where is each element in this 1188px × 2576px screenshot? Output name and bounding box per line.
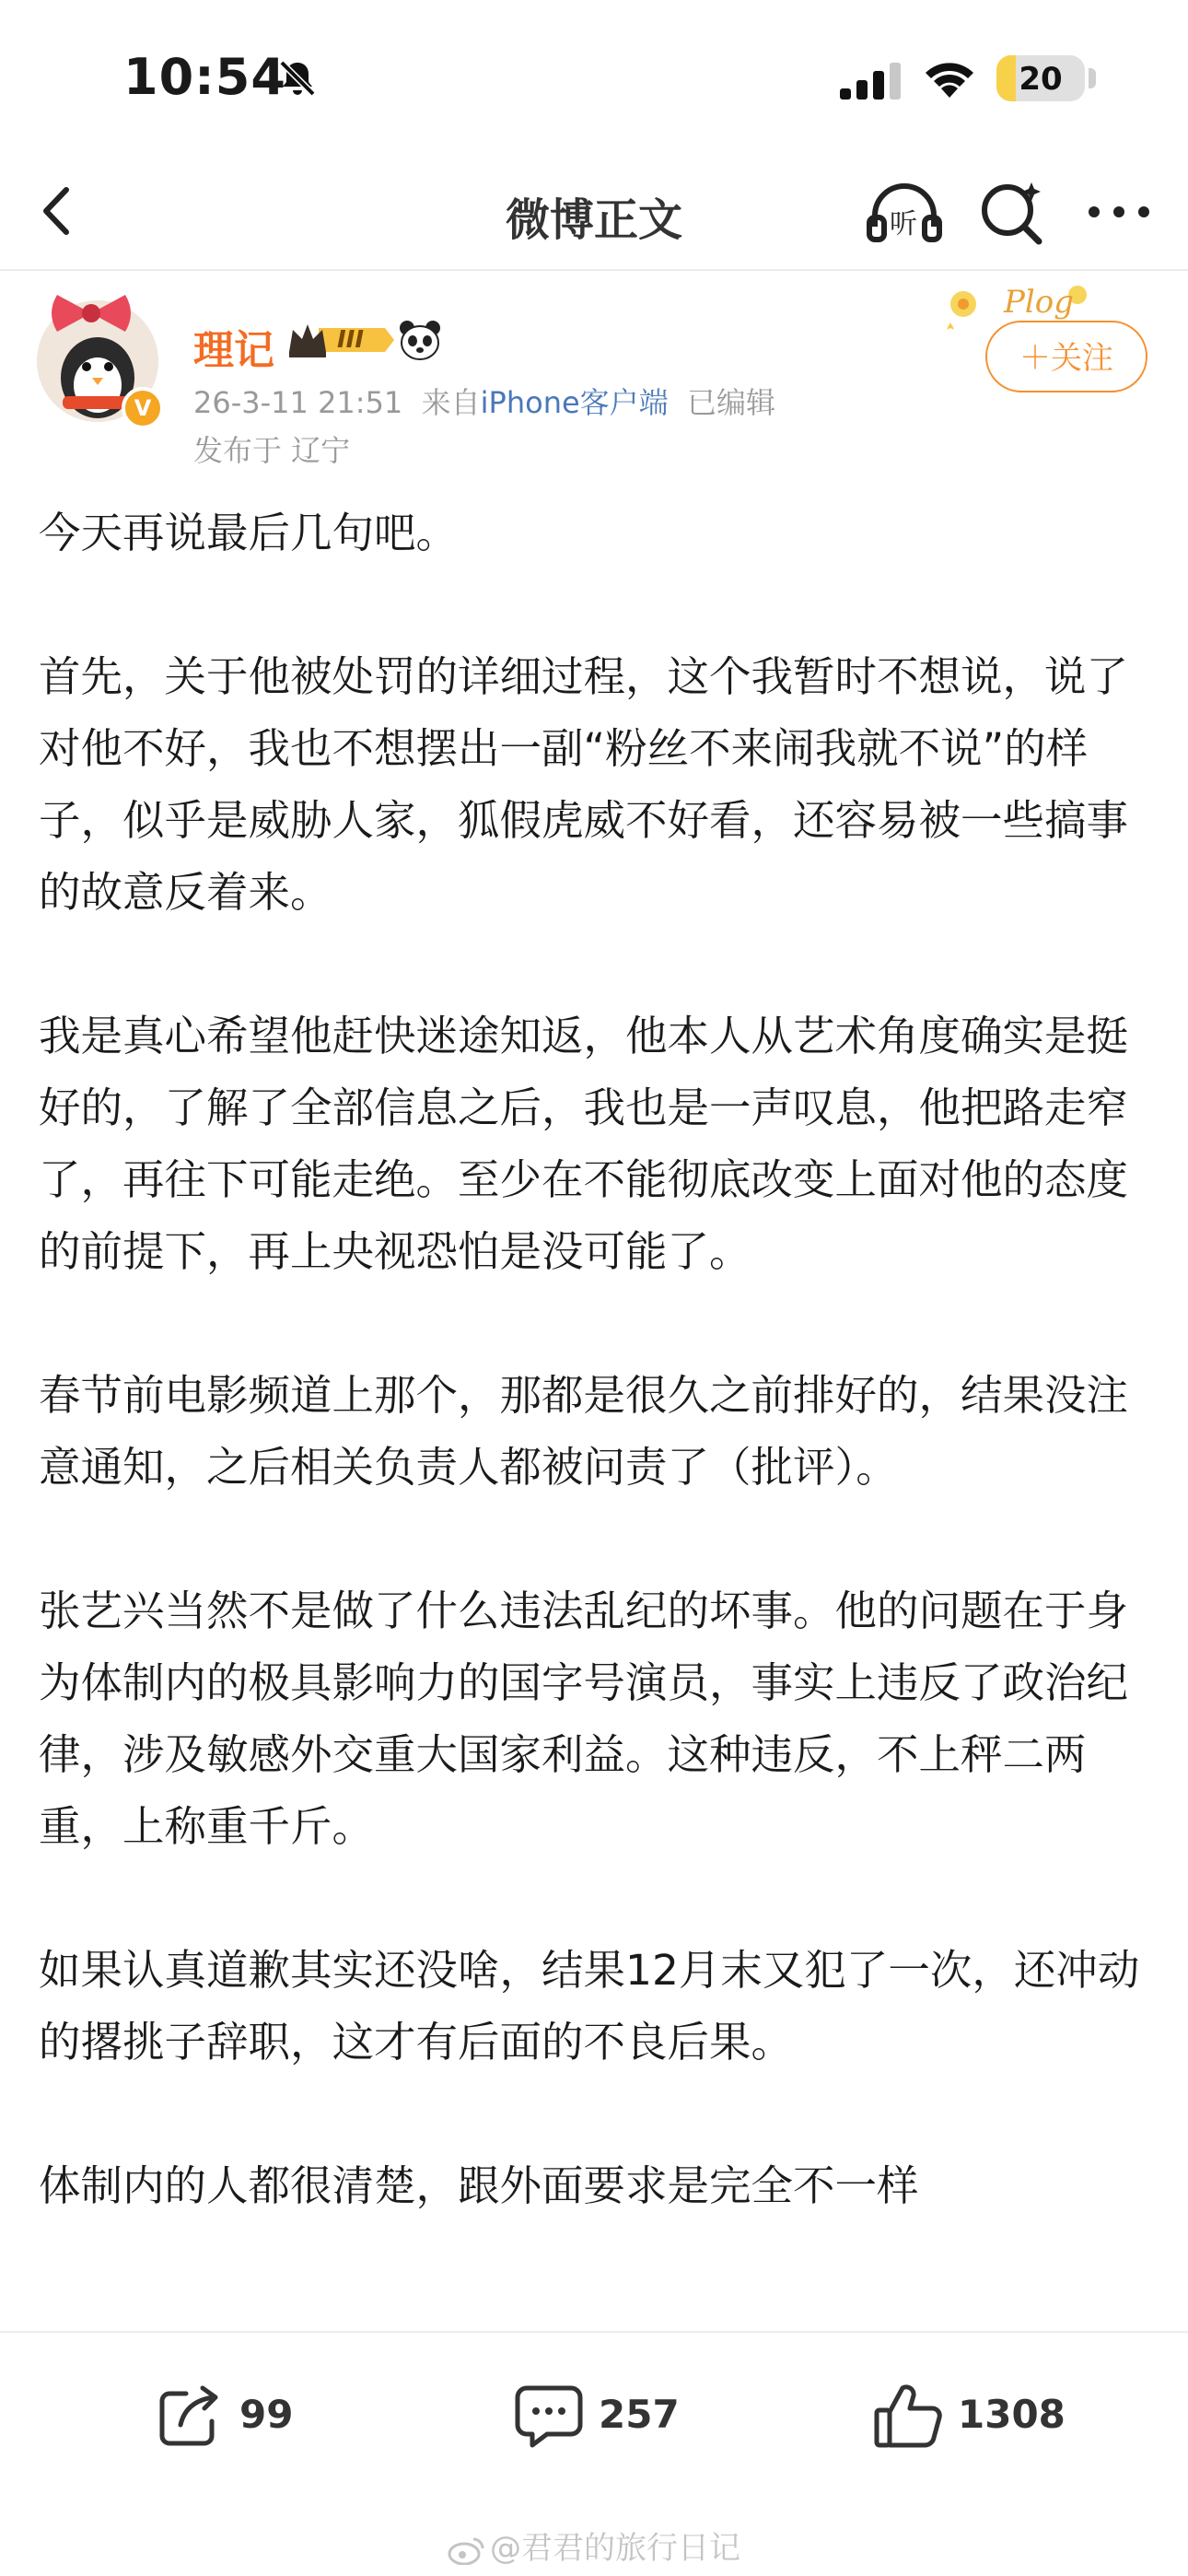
post-paragraph: 我是真心希望他赶快迷途知返，他本人从艺术角度确实是挺好的，了解了全部信息之后，我也是一声叹息，他把路走窄了，再往下可能走绝。至少在不能彻底改变上面对他的态度的前提下，再上央视恐怕是没可能了。 (39, 1012, 1129, 1276)
post-paragraph: 如果认真道歉其实还没啥，结果12月末又犯了一次，还冲动的撂挑子辞职，这才有后面的不良后果。 (39, 1946, 1140, 2067)
panda-icon (398, 319, 442, 361)
vip-level: III (337, 326, 365, 354)
status-time: 10:54 (123, 48, 286, 106)
follow-button[interactable]: ＋关注 (985, 321, 1147, 392)
bow-decoration-icon (41, 287, 142, 339)
post-timestamp: 26-3-11 21:51 (193, 385, 403, 420)
like-count: 1308 (958, 2392, 1066, 2437)
comment-count: 257 (599, 2392, 680, 2437)
post-paragraph: 春节前电影频道上那个，那都是很久之前排好的，结果没注意通知，之后相关负责人都被问责了（批评）。 (39, 1371, 1129, 1492)
bell-slash-icon (276, 57, 319, 100)
battery-level: 20 (1019, 61, 1063, 98)
comment-icon (514, 2381, 584, 2451)
verified-badge-icon: V (122, 387, 164, 429)
post-edited[interactable]: 已编辑 (687, 385, 776, 420)
search-icon[interactable] (978, 179, 1046, 247)
post-source[interactable]: iPhone客户端 (480, 385, 669, 420)
watermark-text: @君君的旅行日记 (490, 2530, 740, 2567)
status-bar (0, 0, 1188, 157)
page-title: 微博正文 (505, 194, 682, 246)
post-paragraph: 今天再说最后几句吧。 (39, 509, 459, 557)
repost-icon (155, 2381, 225, 2451)
watermark (0, 2523, 1188, 2568)
post-meta (193, 380, 775, 422)
author-header (0, 273, 1188, 475)
post-paragraph: 首先，关于他被处罚的详细过程，这个我暂时不想说，说了对他不好，我也不想摆出一副“粉丝不来闹我就不说”的样子，似乎是威胁人家，狐假虎威不好看，还容易被一些搞事的故意反着来。 (39, 652, 1129, 917)
nav-bar (0, 157, 1188, 271)
post-content (39, 498, 1153, 2313)
vip-badge[interactable] (285, 319, 394, 361)
action-bar (0, 2331, 1188, 2489)
post-paragraph: 张艺兴当然不是做了什么违法乱纪的坏事。他的问题在于身为体制内的极具影响力的国字号演员，事实上违反了政治纪律，涉及敏感外交重大国家利益。这种违反，不上秤二两重，上称重千斤。 (39, 1587, 1129, 1851)
listen-button[interactable] (866, 181, 943, 245)
listen-label: 听 (890, 208, 917, 240)
weibo-logo-icon (448, 2535, 484, 2565)
author-name[interactable]: 理记 (193, 327, 274, 374)
repost-count: 99 (239, 2392, 294, 2437)
battery-indicator (996, 55, 1085, 101)
post-source-prefix: 来自 (421, 385, 481, 420)
like-icon (873, 2381, 943, 2451)
decor-text: Plog (1004, 284, 1074, 321)
post-location: 发布于 辽宁 (193, 433, 351, 468)
more-icon[interactable] (1085, 193, 1153, 230)
signal-icon (840, 63, 901, 100)
wifi-icon (921, 55, 978, 100)
post-paragraph: 体制内的人都很清楚，跟外面要求是完全不一样 (39, 2161, 919, 2210)
